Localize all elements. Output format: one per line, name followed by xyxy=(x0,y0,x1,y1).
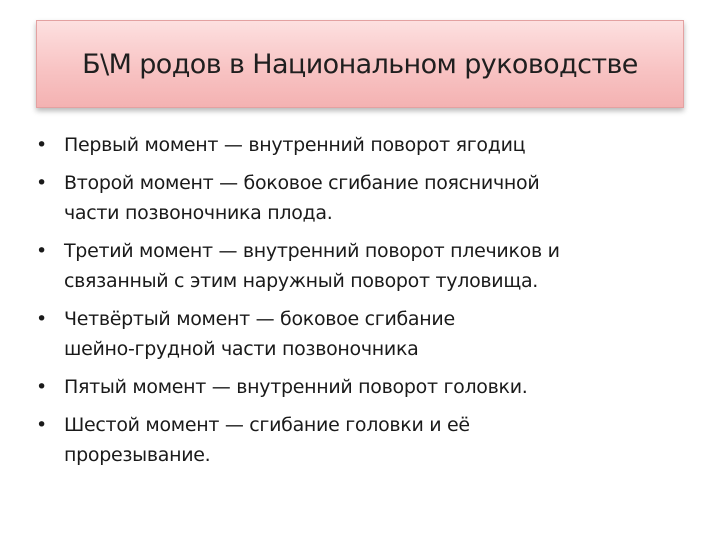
bullet-item xyxy=(36,304,666,364)
bullet-item xyxy=(36,168,666,228)
slide-title: Б\М родов в Национальном руководстве xyxy=(82,48,638,80)
bullet-text-line: Первый момент — внутренний поворот ягодиц xyxy=(64,134,526,156)
bullet-text-line: связанный с этим наружный поворот туловища. xyxy=(64,270,539,292)
bullet-item xyxy=(36,372,666,402)
bullet-icon: • xyxy=(36,376,47,398)
bullet-text-line: Второй момент — боковое сгибание поясничной xyxy=(64,172,540,194)
bullet-item xyxy=(36,410,666,470)
bullet-icon: • xyxy=(36,308,47,330)
bullet-text-line: Шестой момент — сгибание головки и её xyxy=(64,414,470,436)
bullet-text-line: Третий момент — внутренний поворот плечиков и xyxy=(64,240,560,262)
bullet-icon: • xyxy=(36,414,47,436)
bullet-icon: • xyxy=(36,240,47,262)
bullet-item xyxy=(36,236,666,296)
title-box xyxy=(36,20,684,108)
bullet-text-line: шейно-грудной части позвоночника xyxy=(64,338,419,360)
bullet-text-line: части позвоночника плода. xyxy=(64,202,333,224)
bullet-item xyxy=(36,130,666,160)
bullet-text-line: Четвёртый момент — боковое сгибание xyxy=(64,308,455,330)
bullet-list xyxy=(36,130,666,478)
bullet-text-line: Пятый момент — внутренний поворот головки. xyxy=(64,376,528,398)
bullet-icon: • xyxy=(36,134,47,156)
bullet-icon: • xyxy=(36,172,47,194)
bullet-text-line: прорезывание. xyxy=(64,444,211,466)
